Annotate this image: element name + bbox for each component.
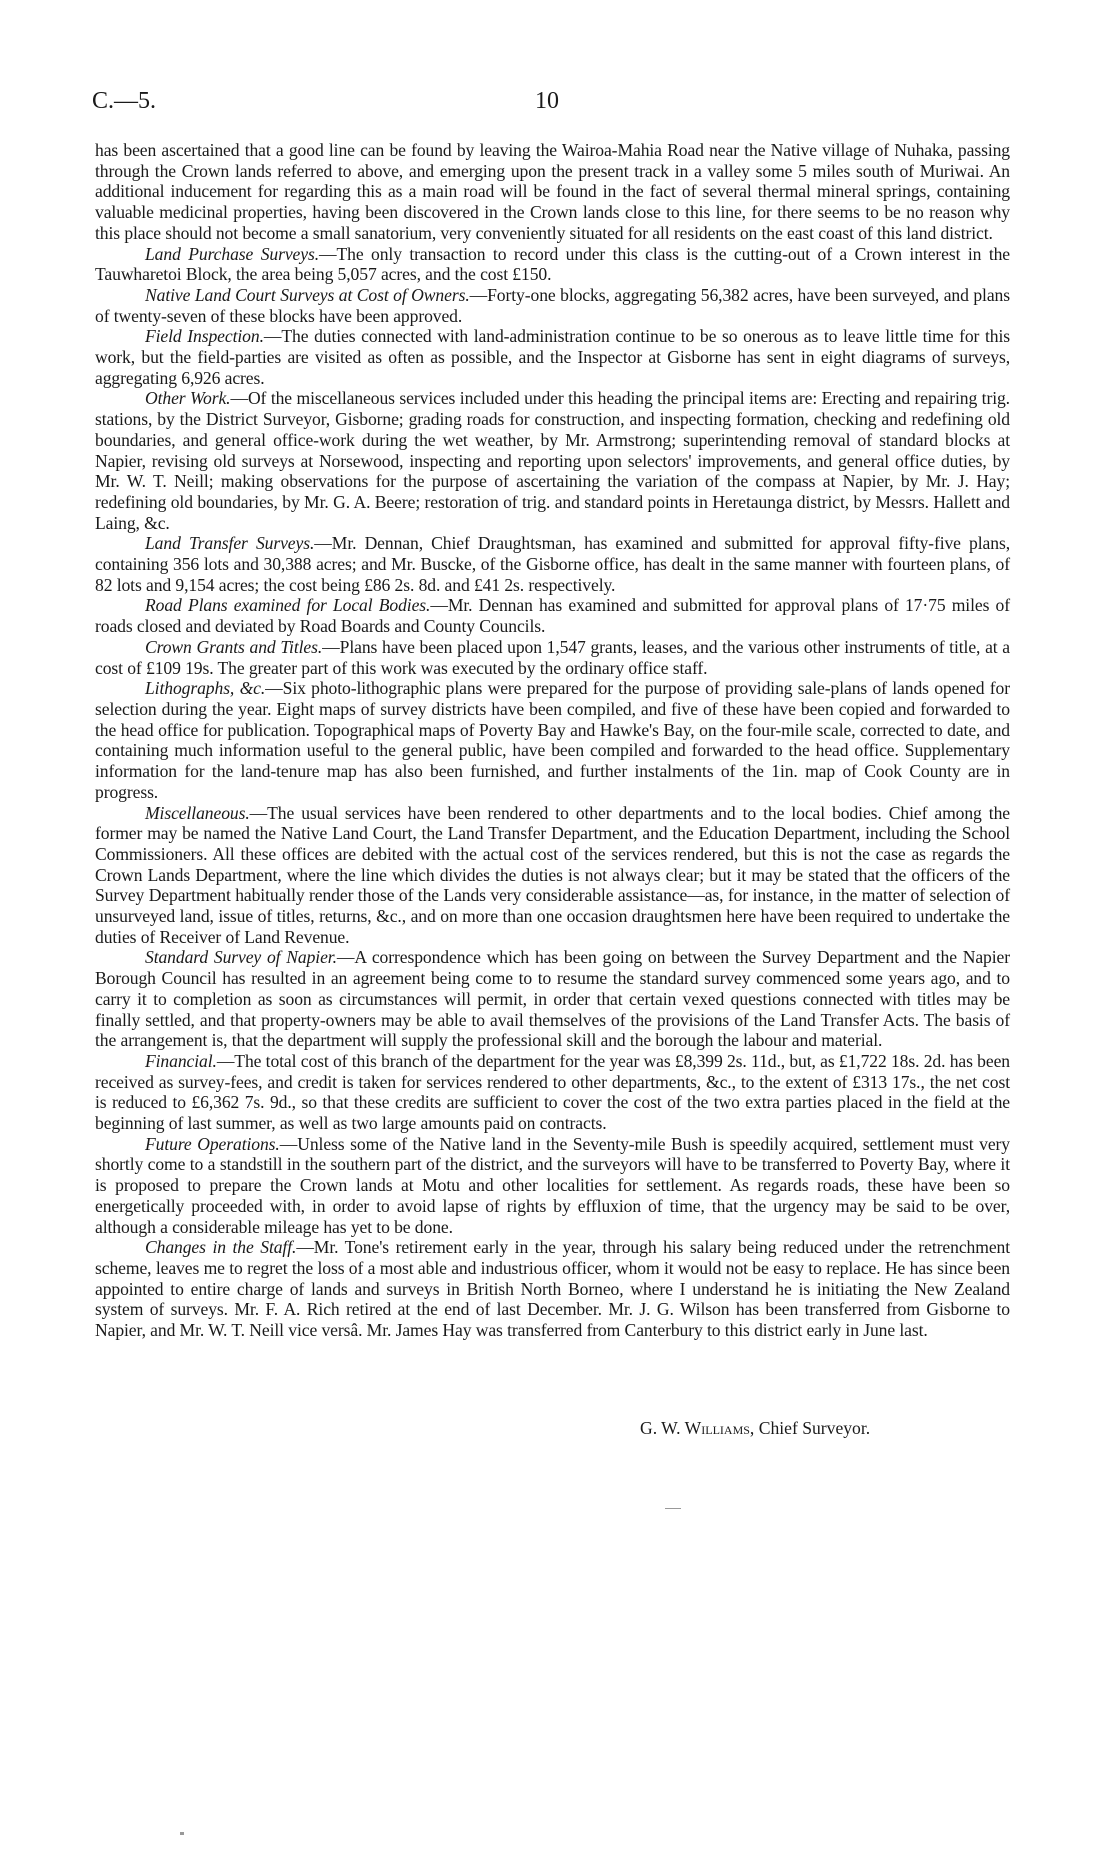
paragraph-text: —A correspondence which has been going on between the Survey Department and the Napier Borough Council has resulted in an agreement being come to to resume the standard survey commenced some years ago, and to carry it to completion as soon as circumstances will permit, in order that certain vexed questions connected with titles may be finally settled, and that property-owners may be able to avail themselves of the provisions of the Land Transfer Acts. The basis of the arrangement is, that the department will supply the professional skill and the borough the labour and material. [95,947,1010,1051]
paragraph [95,947,1010,1051]
section-heading: Land Transfer Surveys. [145,533,315,554]
paragraph [95,533,1010,595]
page-number: 10 [535,88,559,114]
paragraph [95,803,1010,948]
paragraph-text: —Mr. Dennan has examined and submitted for approval plans of 17·75 miles of roads closed and deviated by Road Boards and County Councils. [95,595,1010,637]
paragraph [95,1051,1010,1134]
paragraph-text: —The total cost of this branch of the department for the year was £8,399 2s. 11d., but, as £1,722 18s. 2d. has been received as survey-fees, and credit is taken for services rendered to other departments, &c., to the extent of £313 17s., the net cost is reduced to £6,362 7s. 9d., so that these credits are sufficient to cover the cost of the two extra parties placed in the field at the beginning of last summer, as well as two large amounts paid on contracts. [95,1050,1010,1134]
section-heading: Native Land Court Surveys at Cost of Owners. [145,284,470,305]
section-heading: Field Inspection. [145,326,264,347]
paragraph [95,595,1010,636]
scan-mark [665,1508,681,1509]
section-heading: Changes in the Staff. [145,1237,297,1258]
section-heading: Financial. [145,1050,217,1071]
paragraph [95,244,1010,285]
document-reference: C.—5. [92,88,157,114]
paragraph-text: —The duties connected with land-administration continue to be so onerous as to leave little time for this work, but the field-parties are visited as often as possible, and the Inspector at Gisborne has sent in eight diagrams of surveys, aggregating 6,926 acres. [95,326,1010,388]
paragraph [95,1237,1010,1341]
signature-title: , Chief Surveyor. [749,1418,871,1438]
paragraph-text: —Six photo-lithographic plans were prepared for the purpose of providing sale-plans of lands opened for selection during the year. Eight maps of survey districts have been compiled, and five of these have been copied and forwarded to the head office for publication. Topographical maps of Poverty Bay and Hawke's Bay, on the four-mile scale, corrected to date, and containing much information useful to the general public, have been compiled and forwarded to the head office. Supplementary information for the land-tenure map has also been furnished, and further instalments of the 1in. map of Cook County are in progress. [95,678,1010,802]
paragraph-text: —The only transaction to record under this class is the cutting-out of a Crown interest in the Tauwharetoi Block, the area being 5,057 acres, and the cost £150. [95,243,1011,285]
section-heading: Lithographs, &c. [145,678,266,699]
paragraph-text: —Plans have been placed upon 1,547 grants, leases, and the various other instruments of title, at a cost of £109 19s. The greater part of this work was executed by the ordinary office staff. [95,636,1011,678]
section-heading: Other Work. [145,388,231,409]
section-heading: Miscellaneous. [145,802,250,823]
section-heading: Land Purchase Surveys. [145,243,320,264]
paragraph-text: has been ascertained that a good line can be found by leaving the Wairoa-Mahia Road near the Native village of Nuhaka, passing through the Crown lands referred to above, and emerging upon the present track in a valley some 5 miles south of Muriwai. An additional inducement for regarding this as a main road will be found in the fact of several thermal mineral springs, containing valuable medicinal properties, having been discovered in the Crown lands close to this line, for there seems to be no reason why this place should not become a small sanatorium, very conveniently situated for all residents on the east coast of this land district. [95,140,1010,243]
document-body [95,140,1010,1341]
paragraph [95,285,1010,326]
section-heading: Future Operations. [145,1133,280,1154]
scan-dot [180,1832,184,1835]
section-heading: Crown Grants and Titles. [145,636,323,657]
paragraph-text: —Mr. Dennan, Chief Draughtsman, has examined and submitted for approval fifty-five plans, containing 356 lots and 30,388 acres; and Mr. Buscke, of the Gisborne office, has dealt in the same manner with fourteen plans, of 82 lots and 9,154 acres; the cost being £86 2s. 8d. and £41 2s. respectively. [95,533,1010,595]
signature [640,1418,870,1439]
paragraph-text: —Of the miscellaneous services included under this heading the principal items are: Erecting and repairing trig. stations, by the District Surveyor, Gisborne; grading roads for construction, and inspecting formation, checking and redefining old boundaries, and general office-work during the wet weather, by Mr. Armstrong; superintending removal of standard blocks at Napier, revising old surveys at Norsewood, inspecting and reporting upon selectors' improvements, and general office duties, by Mr. W. T. Neill; making observations for the purpose of ascertaining the variation of the compass at Napier, by Mr. J. Hay; redefining old boundaries, by Mr. G. A. Beere; restoration of trig. and standard points in Heretaunga district, by Messrs. Hallett and Laing, &c. [95,388,1010,533]
paragraph-text: —Forty-one blocks, aggregating 56,382 acres, have been surveyed, and plans of twenty-seven of these blocks have been approved. [95,284,1010,326]
paragraph [95,388,1010,533]
paragraph [95,326,1010,388]
paragraph-text: —Mr. Tone's retirement early in the year, through his salary being reduced under the retrenchment scheme, leaves me to regret the loss of a most able and industrious officer, whom it would not be easy to replace. He has since been appointed to entire charge of lands and surveys in British North Borneo, where I understand he is initiating the New Zealand system of surveys. Mr. F. A. Rich retired at the end of last December. Mr. J. G. Wilson has been transferred from Gisborne to Napier, and Mr. W. T. Neill vice versâ. Mr. James Hay was transferred from Canterbury to this district early in June last. [95,1237,1011,1341]
section-heading: Standard Survey of Napier. [145,947,337,968]
section-heading: Road Plans examined for Local Bodies. [145,595,431,616]
paragraph-text: —Unless some of the Native land in the Seventy-mile Bush is speedily acquired, settlement must very shortly come to a standstill in the southern part of the district, and the surveyors will have to be transferred to Poverty Bay, where it is proposed to prepare the Crown lands at Motu and other localities for settlement. As regards roads, these have been so energetically proceeded with, in order to avoid lapse of rights by effluxion of time, that the urgency may be said to be over, although a considerable mileage has yet to be done. [95,1133,1010,1237]
paragraph [95,140,1010,244]
paragraph [95,1134,1010,1238]
paragraph [95,637,1010,678]
signature-name: G. W. Williams [640,1418,750,1438]
paragraph-text: —The usual services have been rendered to other departments and to the local bodies. Chief among the former may be named the Native Land Court, the Land Transfer Department, and the Education Department, including the School Commissioners. All these offices are debited with the actual cost of the services rendered, but this is not the case as regards the Crown Lands Department, where the line which divides the duties is not always clear; but it may be stated that the officers of the Survey Department habitually render those of the Lands very considerable assistance—as, for instance, in the matter of selection of unsurveyed land, issue of titles, returns, &c., and on more than one occasion draughtsmen here have been required to undertake the duties of Receiver of Land Revenue. [95,802,1010,947]
paragraph [95,678,1010,802]
